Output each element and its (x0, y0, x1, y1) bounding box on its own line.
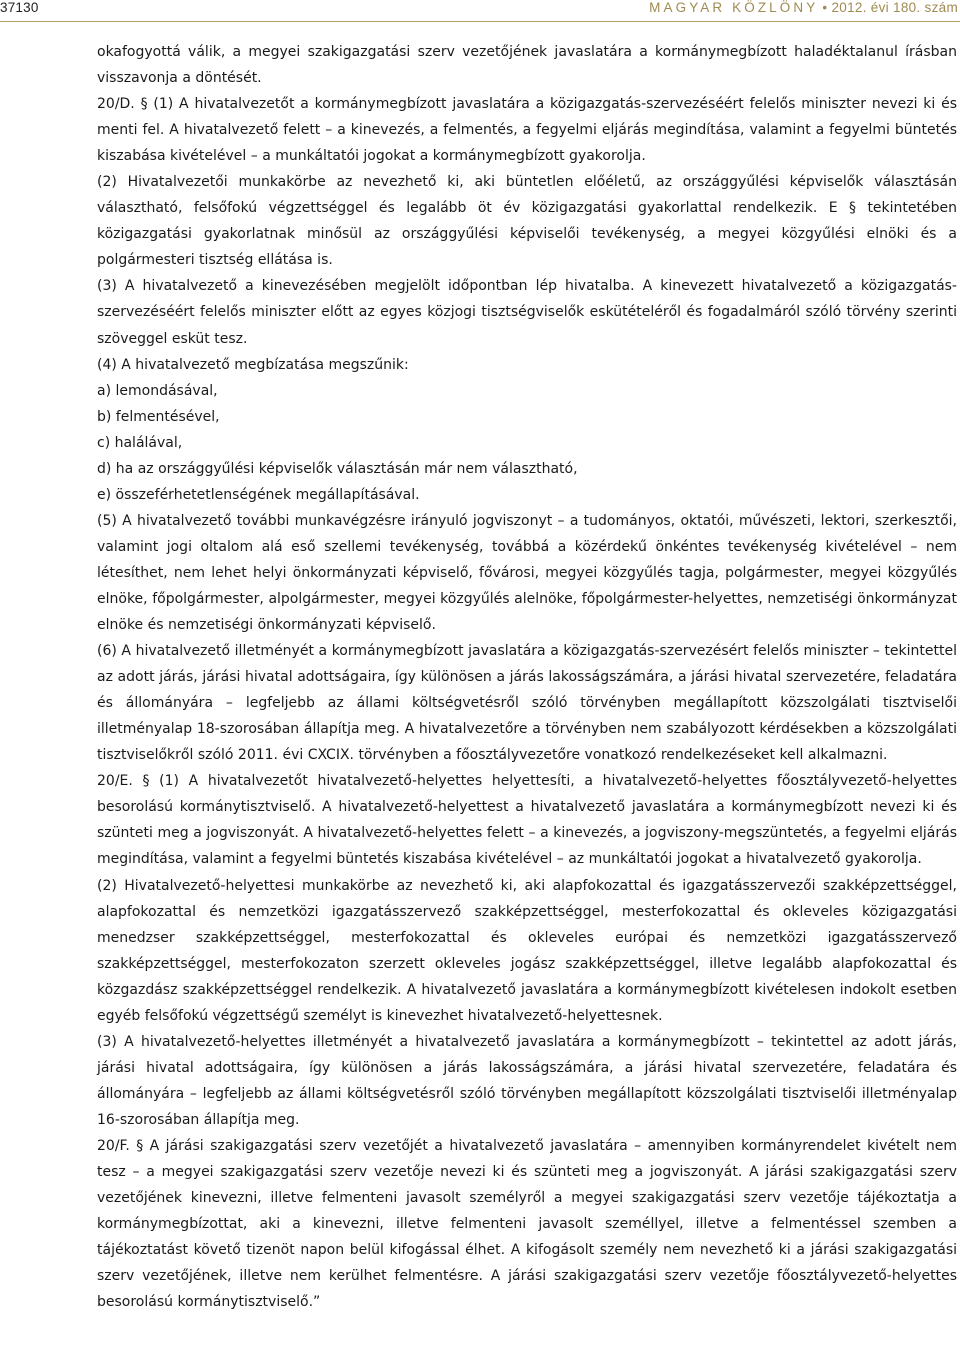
list-item-b: b) felmentésével, (97, 408, 220, 425)
paragraph-20e-2: (2) Hivatalvezető-helyettesi munkakörbe az nevezhető ki, aki alapfokozattal és igazgatásszervezői szakképzettséggel, alapfokozattal és nemzetközi igazgatásszervező szakképzettséggel, mesterfokozattal és okleveles közigazgatási menedzser szakképzettséggel, mesterfokozattal és okleveles európai és nemzetközi igazgatásszervező szakképzettséggel, mesterfokozaton szerzett okleveles jogász szakképzettséggel, illetve legalább alapfokozattal és közgazdász szakképzettséggel rendelkezik. A hivatalvezető javaslatára a kormánymegbízott kivételesen indokolt esetben egyéb felsőfokú végzettségű személyt is kinevezhet hivatalvezető-helyettesnek. (97, 877, 957, 1024)
paragraph-20d-5: (5) A hivatalvezető további munkavégzésre irányuló jogviszonyt – a tudományos, oktatói, művészeti, lektori, szerkesztői, valamint jogi oltalom alá eső szellemi tevékenység, továbbá a közérdekű önkéntes tevékenység kivételével – nem létesíthet, nem lehet helyi önkormányzati képviselő, fővárosi, megyei közgyűlés tagja, polgármester, megyei közgyűlés elnöke, főpolgármester, alpolgármester, megyei közgyűlés alelnöke, főpolgármester-helyettes, nemzetiségi önkormányzat elnöke és nemzetiségi önkormányzati képviselő. (97, 512, 957, 634)
paragraph-20d-2: (2) Hivatalvezetői munkakörbe az nevezhető ki, aki büntetlen előéletű, az országgyűlési képviselők választásán választható, felsőfokú végzettséggel és legalább öt év közigazgatási gyakorlattal rendelkezik. E § tekintetében közigazgatási gyakorlatnak minősül az országgyűlési képviselői tevékenység, a megyei közgyűlési elnöki és a polgármesteri tisztség ellátása is. (97, 174, 957, 269)
paragraph-20d-1: 20/D. § (1) A hivatalvezetőt a kormánymegbízott javaslatára a közigazgatás-szervezéséért felelős miniszter nevezi ki és menti fel. A hivatalvezető felett – a kinevezés, a felmentés, a fegyelmi eljárás megindítása, valamint a fegyelmi büntetés kiszabása kivételével – a munkáltatói jogokat a kormánymegbízott gyakorolja. (97, 96, 957, 165)
journal-name: MAGYAR KÖZLÖNY (649, 0, 819, 15)
paragraph-20f: 20/F. § A járási szakigazgatási szerv vezetőjét a hivatalvezető javaslatára – amennyiben kormányrendelet kivételt nem tesz – a megyei szakigazgatási szerv vezetője nevezi ki és szünteti meg a jogviszonyát. A járási szakigazgatási szerv vezetőjének kinevezni, illetve felmenteni javasolt személyről a megyei szakigazgatási szerv vezetője tájékoztatja a kormánymegbízottat, aki a kinevezni, illetve felmenteni javasolt személlyel, illetve a felmentéssel szemben a tájékoztatást követő tizenöt napon belül kifogással élhet. A kifogásolt személy nem nevezhető ki a járási szakigazgatási szerv vezetőjének, illetve nem kerülhet felmentésre. A járási szakigazgatási szerv vezetője főosztályvezető-helyettes besorolású kormánytisztviselő.” (97, 1137, 957, 1311)
paragraph-20e-1: 20/E. § (1) A hivatalvezetőt hivatalvezető-helyettes helyettesíti, a hivatalvezető-helyettes főosztályvezető-helyettes besorolású kormánytisztviselő. A hivatalvezető-helyettest a hivatalvezető javaslatára a kormánymegbízott nevezi ki és szünteti meg a jogviszonyát. A hivatalvezető-helyettes felett – a kinevezés, a jogviszony-megszüntetés, a fegyelmi eljárás megindítása, valamint a fegyelmi büntetés kiszabása kivételével – az munkáltatói jogokat a hivatalvezető gyakorolja. (97, 773, 957, 868)
list-item-d: d) ha az országgyűlési képviselők választásán már nem választható, (97, 460, 578, 477)
list-item-e: e) összeférhetetlenségének megállapításával. (97, 486, 420, 503)
paragraph-20e-3: (3) A hivatalvezető-helyettes illetményét a hivatalvezető javaslatára a kormánymegbízott – tekintettel az adott járás, járási hivatal adottságaira, így különösen a járás lakosságszámára, a járási hivatal szervezetére, feladatára és állományára – legfeljebb az állami költségvetésről szóló törvényben megállapított közszolgálati tisztviselői illetményalap 16-szorosában állapítja meg. (97, 1033, 957, 1128)
page-header (0, 0, 960, 26)
page-number: 37130 (0, 0, 39, 15)
paragraph-20d-4: (4) A hivatalvezető megbízatása megszűnik: (97, 356, 409, 373)
paragraph-continuation: okafogyottá válik, a megyei szakigazgatási szerv vezetőjének javaslatára a kormánymegbízott haladéktalanul írásban visszavonja a döntését. (97, 44, 957, 87)
list-item-a: a) lemondásával, (97, 382, 218, 399)
paragraph-20d-6: (6) A hivatalvezető illetményét a kormánymegbízott javaslatára a közigazgatás-szervezésért felelős miniszter – tekintettel az adott járás, járási hivatal adottságaira, így különösen a járás lakosságszámára, a járási hivatal szervezetére, feladatára és állományára – legfeljebb az állami költségvetésről szóló törvényben megállapított közszolgálati tisztviselői illetményalap 18-szorosában állapítja meg. A hivatalvezetőre a törvényben nem szabályozott kérdésekben a közszolgálati tisztviselőkről szóló 2011. évi CXCIX. törvényben a főosztályvezetőre vonatkozó rendelkezéseket kell alkalmazni. (97, 643, 957, 764)
journal-title: MAGYAR KÖZLÖNY • 2012. évi 180. szám (649, 0, 958, 15)
paragraph-20d-3: (3) A hivatalvezető a kinevezésében megjelölt időpontban lép hivatalba. A kinevezett hivatalvezető a közigazgatás-szervezéséért felelős miniszter előtt az egyes közjogi tisztségviselők eskütételéről és fogadalmáról szóló törvény szerinti szöveggel esküt tesz. (97, 278, 957, 347)
list-item-c: c) halálával, (97, 434, 183, 451)
header-rule (0, 21, 960, 22)
issue-number: 2012. évi 180. szám (831, 0, 958, 15)
document-body (97, 39, 957, 1315)
